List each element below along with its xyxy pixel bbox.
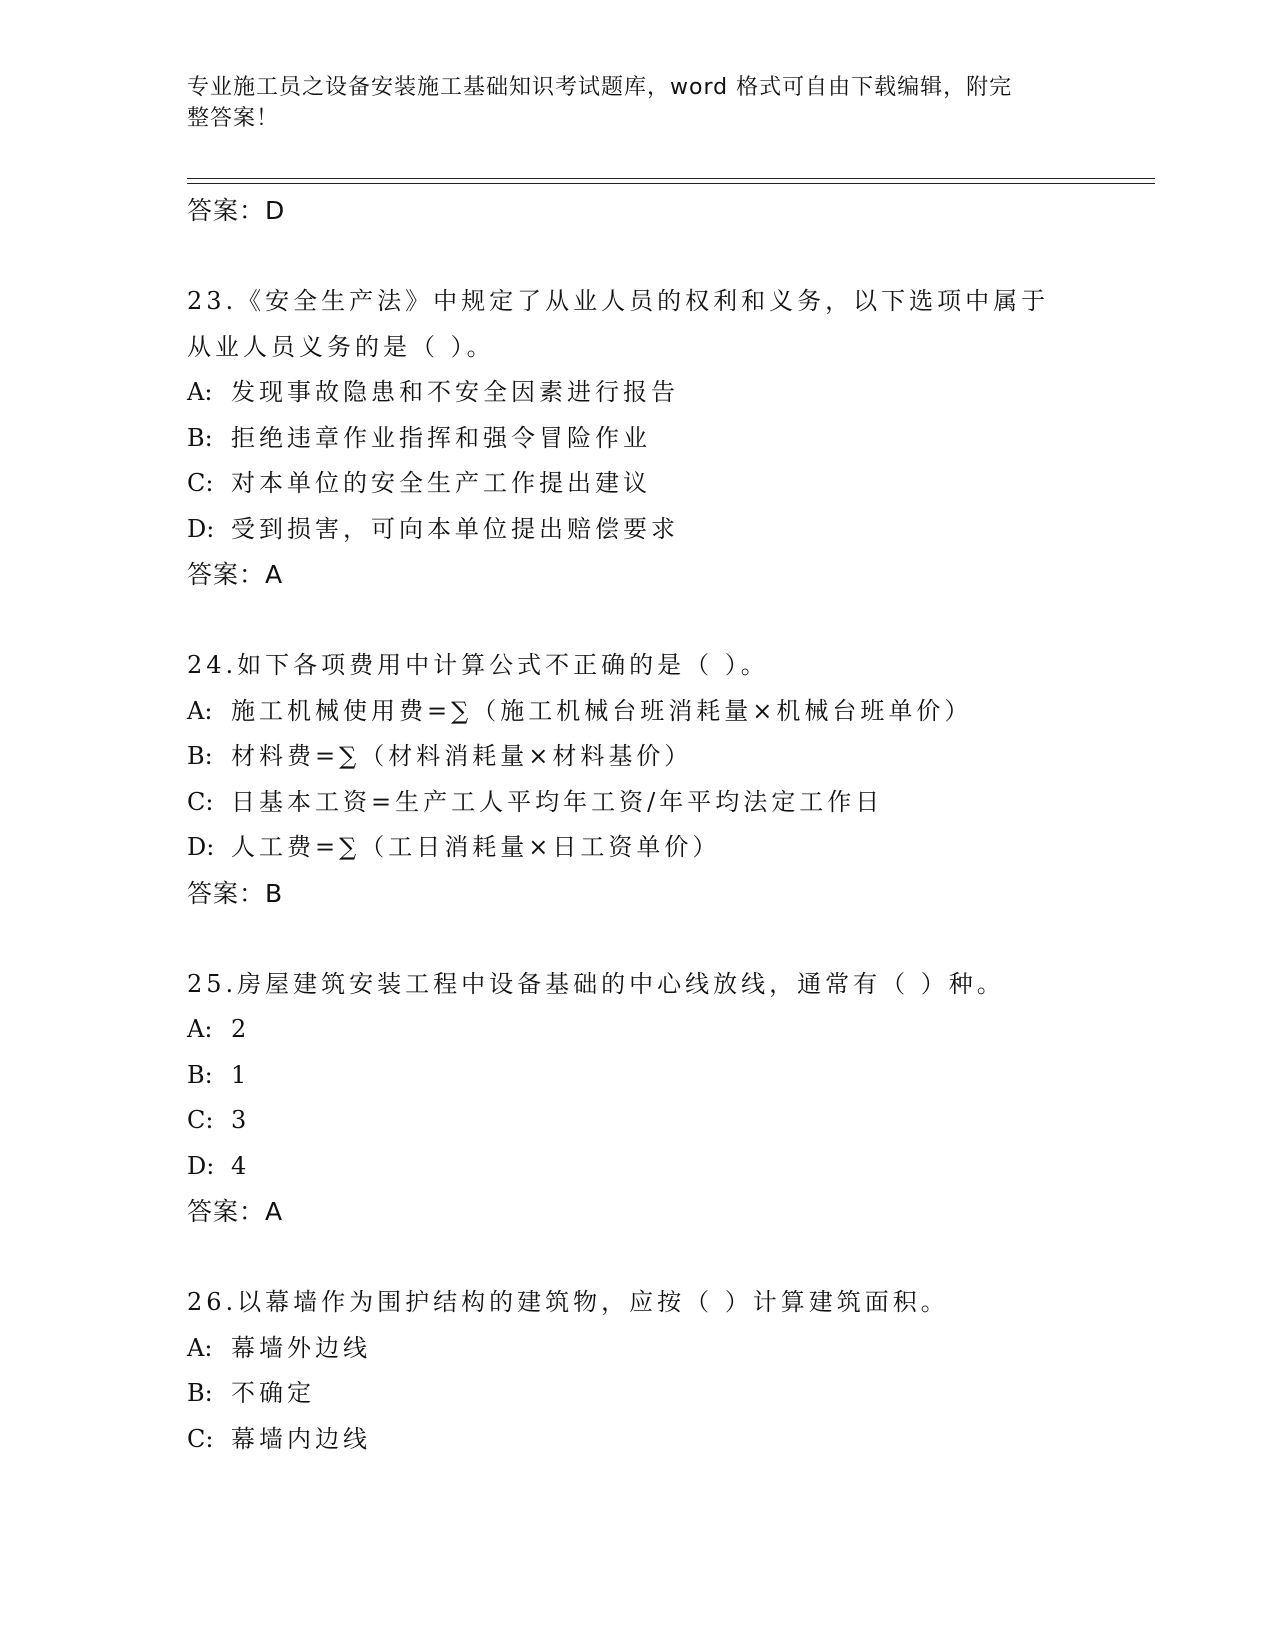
option-text: 材料费=∑（材料消耗量×材料基价） — [231, 742, 693, 770]
spacer — [187, 234, 1087, 280]
option-text: 施工机械使用费=∑（施工机械台班消耗量×机械台班单价） — [231, 696, 973, 725]
previous-answer: 答案：D — [187, 196, 286, 225]
option-text: 日基本工资=生产工人平均年工资/年平均法定工作日 — [231, 787, 884, 816]
option-label: A: — [187, 1333, 213, 1362]
option-label: A: — [187, 378, 213, 406]
spacer — [187, 1235, 1087, 1281]
option-label: A: — [187, 696, 213, 725]
option-label: C: — [187, 1424, 214, 1453]
option-a — [187, 689, 1087, 735]
option-label: D: — [187, 514, 215, 543]
option-label: B: — [187, 423, 213, 452]
option-text: 3 — [231, 1106, 251, 1134]
option-text: 2 — [231, 1015, 251, 1043]
question-25 — [187, 962, 1087, 1235]
spacer — [187, 916, 1087, 962]
option-b — [187, 734, 1087, 780]
question-stem: 24.如下各项费用中计算公式不正确的是（ ）。 — [187, 651, 769, 679]
header-line-2: 整答案！ — [187, 106, 280, 131]
question-list — [187, 188, 1087, 1462]
option-label: C: — [187, 1106, 214, 1134]
option-d — [187, 825, 1087, 871]
question-26 — [187, 1280, 1087, 1462]
option-a — [187, 370, 1087, 416]
question-23 — [187, 279, 1087, 598]
option-b — [187, 416, 1087, 462]
option-label: C: — [187, 787, 214, 816]
answer: 答案：A — [187, 1197, 284, 1226]
option-d — [187, 1144, 1087, 1190]
option-text: 受到损害，可向本单位提出赔偿要求 — [231, 514, 679, 543]
option-text: 不确定 — [231, 1379, 315, 1407]
option-text: 幕墙内边线 — [231, 1424, 371, 1453]
option-c — [187, 1417, 1087, 1463]
option-label: D: — [187, 833, 215, 861]
option-text: 对本单位的安全生产工作提出建议 — [231, 469, 651, 497]
question-24 — [187, 643, 1087, 916]
option-text: 发现事故隐患和不安全因素进行报告 — [231, 378, 679, 406]
option-c — [187, 461, 1087, 507]
option-b — [187, 1371, 1087, 1417]
option-c — [187, 1098, 1087, 1144]
option-text: 幕墙外边线 — [231, 1333, 371, 1362]
option-label: A: — [187, 1015, 213, 1043]
option-b — [187, 1053, 1087, 1099]
option-c — [187, 780, 1087, 826]
spacer — [187, 598, 1087, 644]
option-text: 1 — [231, 1060, 251, 1089]
header-divider-bottom — [187, 183, 1155, 184]
question-stem: 26.以幕墙作为围护结构的建筑物，应按（ ）计算建筑面积。 — [187, 1288, 949, 1316]
answer: 答案：B — [187, 878, 284, 908]
option-a — [187, 1007, 1087, 1053]
header-divider-top — [187, 178, 1155, 179]
option-a — [187, 1326, 1087, 1372]
option-label: B: — [187, 1060, 213, 1089]
option-text: 拒绝违章作业指挥和强令冒险作业 — [231, 423, 651, 452]
answer: 答案：A — [187, 560, 284, 589]
question-stem: 从业人员义务的是（ ）。 — [187, 332, 495, 361]
question-stem: 25.房屋建筑安装工程中设备基础的中心线放线，通常有（ ）种。 — [187, 969, 1005, 998]
option-text: 4 — [231, 1151, 251, 1180]
option-d — [187, 507, 1087, 553]
option-text: 人工费=∑（工日消耗量×日工资单价） — [231, 833, 721, 861]
option-label: D: — [187, 1151, 215, 1180]
header-line-1: 专业施工员之设备安装施工基础知识考试题库，word 格式可自由下载编辑，附完 — [187, 75, 1013, 100]
option-label: C: — [187, 469, 214, 497]
option-label: B: — [187, 1379, 213, 1407]
document-header — [187, 72, 1067, 134]
question-stem: 23.《安全生产法》中规定了从业人员的权利和义务，以下选项中属于 — [187, 287, 1050, 315]
option-label: B: — [187, 742, 213, 770]
